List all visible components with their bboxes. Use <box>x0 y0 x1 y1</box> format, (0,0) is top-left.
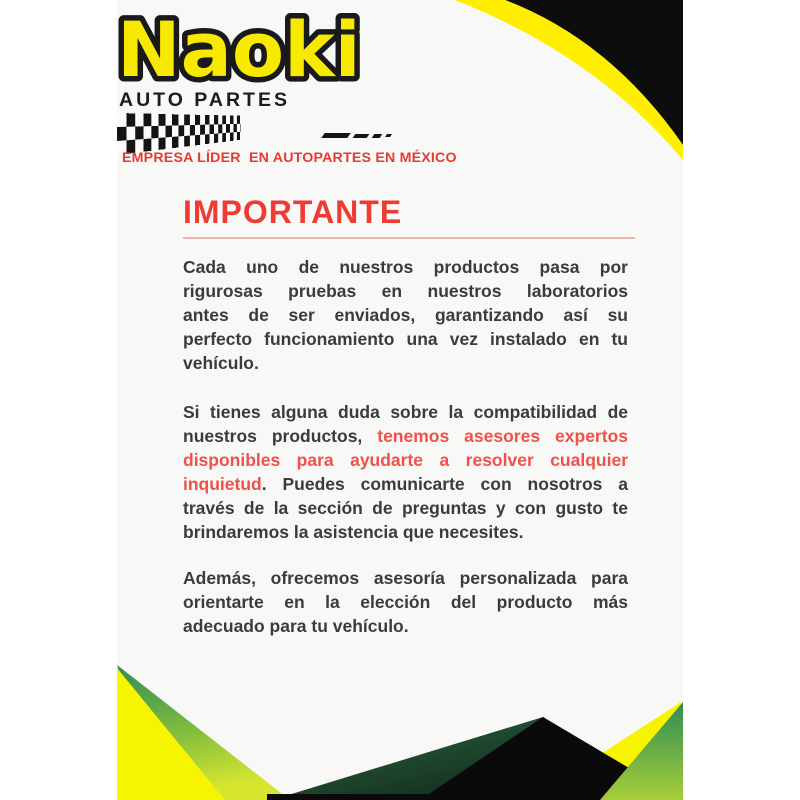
text-segment-highlight: inquietud <box>183 474 262 494</box>
paragraph-line <box>183 520 628 544</box>
text-segment: Además, ofrecemos asesoría personalizada para <box>183 568 628 588</box>
brand-logo <box>115 0 405 100</box>
text-segment: través de la sección de preguntas y con gusto te <box>183 498 628 518</box>
important-heading: IMPORTANTE <box>183 194 403 230</box>
paragraph-support <box>183 400 628 544</box>
text-segment: adecuado para tu vehículo. <box>183 616 409 636</box>
checkered-flag-tail <box>323 133 391 138</box>
text-segment: brindaremos la asistencia que necesites. <box>183 522 524 542</box>
heading-underline <box>183 237 635 239</box>
text-segment: Cada uno de nuestros productos pasa por <box>183 257 628 277</box>
text-segment-highlight: tenemos asesores expertos <box>377 426 628 446</box>
paragraph-line <box>183 327 628 351</box>
tagline: EMPRESA LÍDER EN AUTOPARTES EN MÉXICO <box>122 150 457 166</box>
paragraph-line <box>183 590 628 614</box>
text-segment: vehículo. <box>183 353 259 373</box>
paragraph-line <box>183 303 628 327</box>
corner-ribbon-decoration <box>440 0 683 170</box>
text-segment: . Puedes comunicarte con nosotros a <box>261 474 628 494</box>
text-segment-highlight: disponibles para ayudarte a resolver cualquier <box>183 450 628 470</box>
checkered-flag-body <box>117 113 241 155</box>
paragraph-quality <box>183 255 628 375</box>
paragraph-line <box>183 496 628 520</box>
paragraph-line <box>183 279 628 303</box>
paragraph-line <box>183 566 628 590</box>
paragraph-line <box>183 472 628 496</box>
flyer-page <box>117 0 683 800</box>
bottom-triangles-decoration <box>117 660 683 800</box>
paragraph-advice <box>183 566 628 638</box>
text-segment: rigurosas pruebas en nuestros laboratorios <box>183 281 628 301</box>
paragraph-line <box>183 351 628 375</box>
text-segment: Si tienes alguna duda sobre la compatibilidad de <box>183 402 628 422</box>
paragraph-line <box>183 255 628 279</box>
paragraph-line <box>183 400 628 424</box>
text-segment: nuestros productos, <box>183 426 378 446</box>
paragraph-line <box>183 448 628 472</box>
brand-subtitle: AUTO PARTES <box>119 89 290 111</box>
brand-name-text: Naoki <box>117 5 361 94</box>
text-segment: orientarte en la elección del producto más <box>183 592 628 612</box>
text-segment: antes de ser enviados, garantizando así su <box>183 305 628 325</box>
paragraph-line <box>183 424 628 448</box>
text-segment: perfecto funcionamiento una vez instalado en tu <box>183 329 628 349</box>
paragraph-line <box>183 614 628 638</box>
body-copy <box>183 255 628 663</box>
